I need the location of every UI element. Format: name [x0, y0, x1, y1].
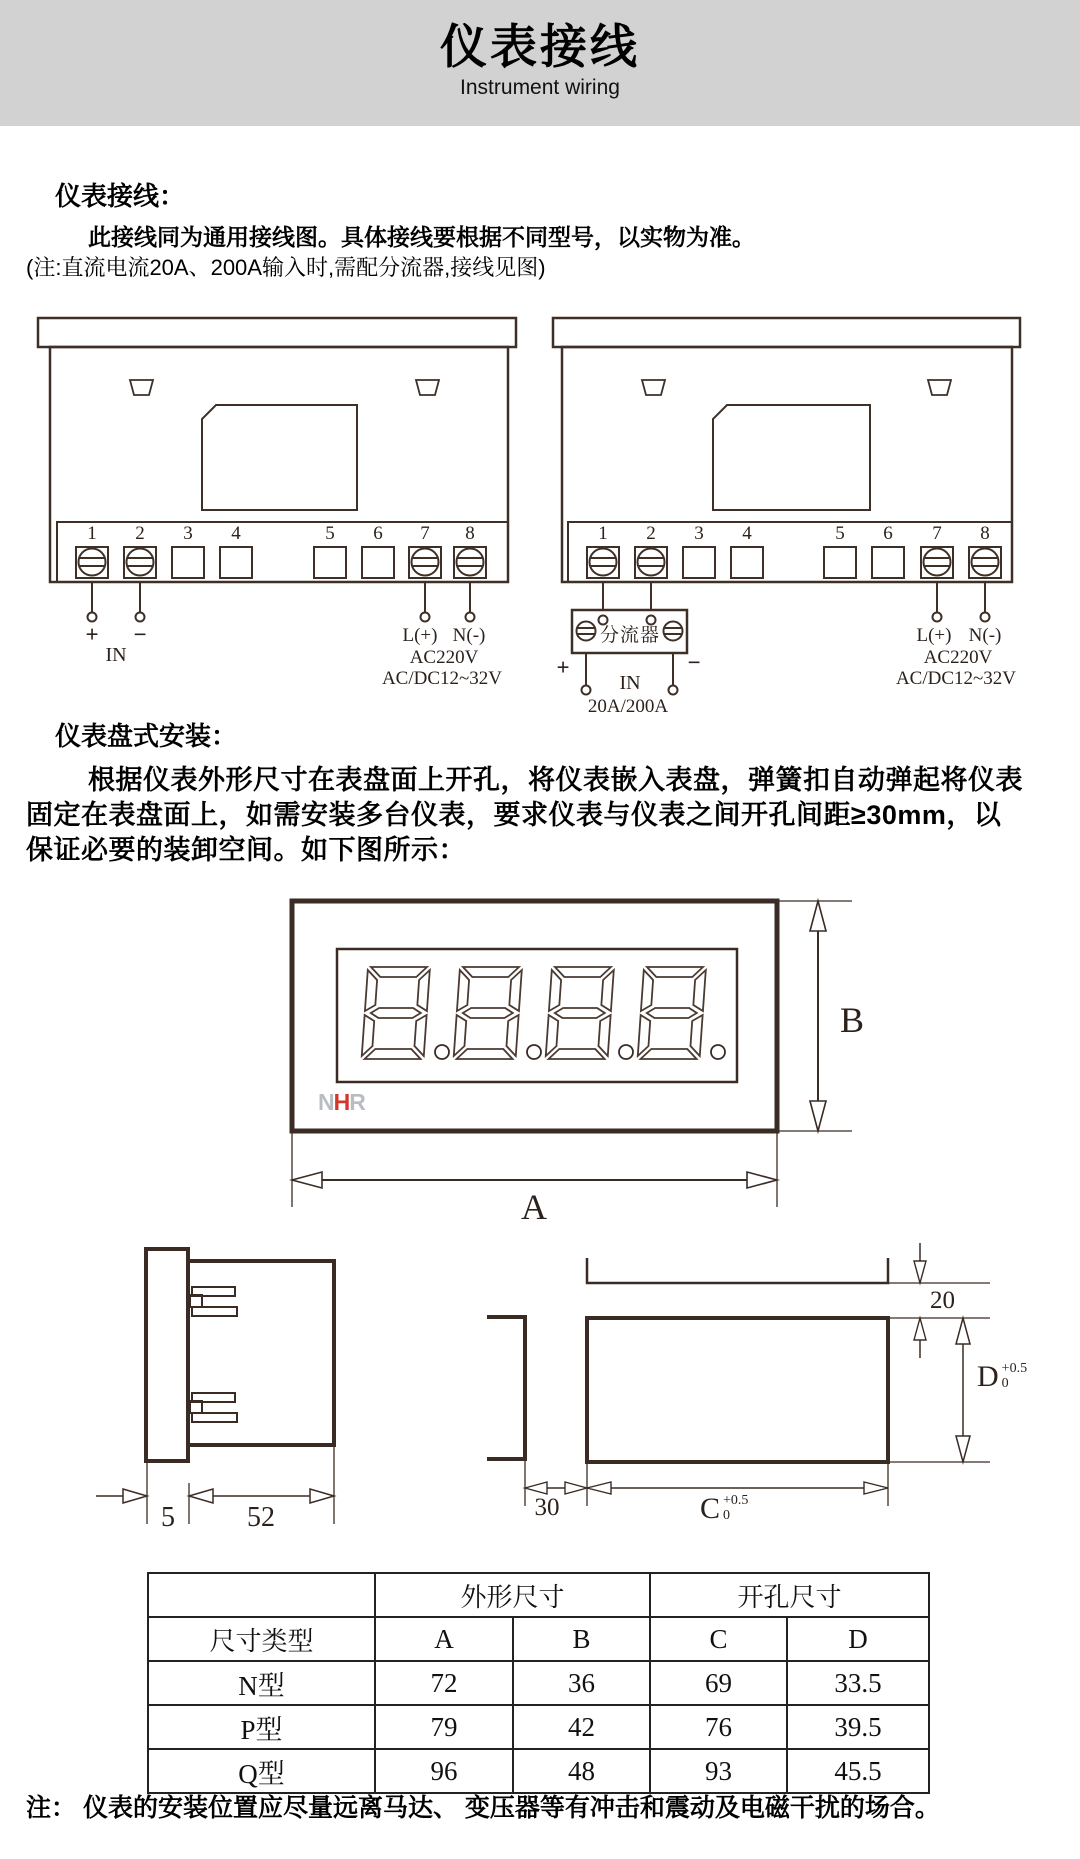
- dim-30-label: 30: [534, 1494, 560, 1521]
- install-section-heading: 仪表盘式安装：: [55, 721, 238, 751]
- dim-52-label: 52: [247, 1502, 275, 1533]
- tolerance-upper: +0.5: [723, 1493, 749, 1509]
- cell-d: 39.5: [787, 1705, 929, 1749]
- nhr-logo: [318, 1089, 365, 1116]
- dim-d-tolerance: [1002, 1362, 1027, 1391]
- table-row: [148, 1749, 929, 1793]
- terminal-number: 1: [87, 523, 97, 544]
- table-row: [148, 1661, 929, 1705]
- cell-c: 93: [650, 1749, 787, 1793]
- cell-b: 42: [513, 1705, 650, 1749]
- line-label: L(+): [916, 625, 952, 646]
- dim-c-tolerance: [723, 1494, 748, 1523]
- range-label: 20A/200A: [587, 696, 669, 717]
- terminal-number: 3: [694, 523, 704, 544]
- voltage-label: AC220V: [409, 647, 479, 668]
- wiring-diagram-left: [38, 318, 516, 622]
- page-subtitle: Instrument wiring: [460, 76, 620, 99]
- terminal-number: 7: [932, 523, 942, 544]
- group-header-outline: 外形尺寸: [375, 1573, 650, 1617]
- wiring-section-heading: 仪表接线：: [55, 181, 186, 211]
- terminal-number: 2: [135, 523, 145, 544]
- cell-a: 96: [375, 1749, 513, 1793]
- wiring-note: (注:直流电流20A、200A输入时,需配分流器,接线见图): [26, 255, 546, 280]
- blank-cell: [148, 1573, 375, 1617]
- terminal-number: 8: [465, 523, 475, 544]
- install-paragraph-line3: 保证必要的装卸空间。如下图所示：: [26, 835, 466, 865]
- table-column-header-row: [148, 1617, 929, 1661]
- minus-label: −: [687, 650, 701, 675]
- dim-b-label: B: [839, 1000, 864, 1040]
- terminal-number: 4: [742, 523, 752, 544]
- dim-c-label: [700, 1492, 748, 1526]
- table-group-header-row: [148, 1573, 929, 1617]
- tolerance-lower: 0: [723, 1508, 731, 1523]
- terminal-number: 7: [420, 523, 430, 544]
- terminal-number: 8: [980, 523, 990, 544]
- footer-note: 注： 仪表的安装位置应尽量远离马达、 变压器等有冲击和震动及电磁干扰的场合。: [26, 1794, 940, 1822]
- tolerance-upper: +0.5: [1001, 1361, 1028, 1377]
- terminal-number: 1: [598, 523, 608, 544]
- cell-a: 79: [375, 1705, 513, 1749]
- meter-side-view: [96, 1249, 334, 1524]
- logo-letter-r: R: [349, 1089, 365, 1115]
- page-title: 仪表接线: [440, 20, 640, 73]
- terminal-number: 6: [373, 523, 383, 544]
- voltage2-label: AC/DC12~32V: [895, 668, 1017, 689]
- dim-d-label: [977, 1360, 1027, 1394]
- voltage2-label: AC/DC12~32V: [381, 668, 503, 689]
- shunt-label: 分流器: [599, 625, 660, 646]
- wiring-intro: 此接线同为通用接线图。具体接线要根据不同型号，以实物为准。: [88, 224, 755, 250]
- dim-d-letter: D: [977, 1360, 999, 1393]
- cell-d: 45.5: [787, 1749, 929, 1793]
- plus-label: +: [85, 622, 99, 647]
- cell-d: 33.5: [787, 1661, 929, 1705]
- neutral-label: N(-): [968, 625, 1002, 646]
- in-label: IN: [619, 672, 641, 694]
- terminal-number: 2: [646, 523, 656, 544]
- in-label: IN: [105, 644, 127, 666]
- install-paragraph-line2: 固定在表盘面上，如需安装多台仪表，要求仪表与仪表之间开孔间距≥30mm，以: [26, 800, 1002, 830]
- terminal-number: 6: [883, 523, 893, 544]
- cell-c: 69: [650, 1661, 787, 1705]
- voltage-label: AC220V: [923, 647, 993, 668]
- line-label: L(+): [402, 625, 438, 646]
- neutral-label: N(-): [452, 625, 486, 646]
- install-paragraph-line1: 根据仪表外形尺寸在表盘面上开孔，将仪表嵌入表盘，弹簧扣自动弹起将仪表: [88, 765, 1023, 795]
- panel-cutout-view: [487, 1243, 990, 1506]
- dim-5-label: 5: [161, 1502, 175, 1533]
- dimension-table: [147, 1572, 930, 1794]
- table-row: [148, 1705, 929, 1749]
- col-header-d: D: [787, 1617, 929, 1661]
- meter-front-view: [292, 901, 852, 1207]
- col-header-c: C: [650, 1617, 787, 1661]
- col-header-type: 尺寸类型: [148, 1617, 375, 1661]
- group-header-cutout: 开孔尺寸: [650, 1573, 929, 1617]
- terminal-number: 5: [325, 523, 335, 544]
- cell-type: N型: [148, 1661, 375, 1705]
- logo-letter-n: N: [318, 1089, 334, 1115]
- dim-20-label: 20: [930, 1287, 955, 1314]
- minus-label: −: [133, 622, 147, 647]
- logo-letter-h: H: [333, 1089, 350, 1115]
- cell-c: 76: [650, 1705, 787, 1749]
- plus-label: +: [556, 655, 570, 680]
- col-header-a: A: [375, 1617, 513, 1661]
- terminal-number: 3: [183, 523, 193, 544]
- cell-type: P型: [148, 1705, 375, 1749]
- cell-a: 72: [375, 1661, 513, 1705]
- dim-a-label: A: [521, 1187, 547, 1227]
- dim-c-letter: C: [700, 1492, 721, 1525]
- cell-type: Q型: [148, 1749, 375, 1793]
- col-header-b: B: [513, 1617, 650, 1661]
- cell-b: 36: [513, 1661, 650, 1705]
- terminal-number: 5: [835, 523, 845, 544]
- cell-b: 48: [513, 1749, 650, 1793]
- terminal-number: 4: [231, 523, 241, 544]
- tolerance-lower: 0: [1001, 1376, 1009, 1391]
